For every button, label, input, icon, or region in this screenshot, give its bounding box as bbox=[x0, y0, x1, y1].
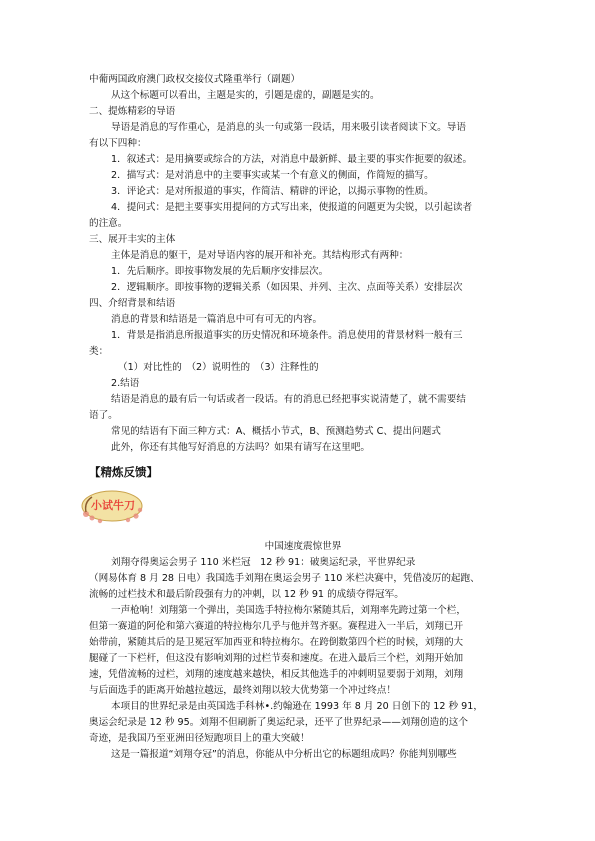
section-heading-lead: 二、提炼精彩的导语 bbox=[89, 106, 176, 117]
list-item-sequence: 1．先后顺序。即按事物发展的先后顺序安排层次。 bbox=[111, 266, 329, 277]
article-para-3-cont-1: 奥运会纪录是 12 秒 95。刘翔不但刷新了奥运纪录，还平了世界纪录——刘翔创造的这个 bbox=[89, 717, 468, 728]
article-para-2-cont-1: 但第一赛道的阿伦和第六赛道的特拉梅尔几乎与他并驾齐驱。赛程进入一半后，刘翔已开 bbox=[89, 621, 464, 632]
list-item-logic: 2．逻辑顺序。即按事物的逻辑关系（如因果、并列、主次、点面等关系）安排层次 bbox=[111, 282, 463, 293]
article-headline: 刘翔夺得奥运会男子 110 米栏冠 12 秒 91：破奥运纪录，平世界纪录 bbox=[111, 557, 416, 568]
article-para-2-cont-2: 始带前，紧随其后的是卫冕冠军加西亚和特拉梅尔。在跨倒数第四个栏的时候，刘翔的大 bbox=[89, 637, 464, 648]
article-para-1-cont: 流畅的过栏技术和最后阶段强有力的冲刺，以 12 秒 91 的成绩夺得冠军。 bbox=[89, 589, 404, 600]
background-types: （1）对比性的 （2）说明性的 （3）注释性的 bbox=[118, 362, 319, 373]
paragraph-lead-intro-cont: 有以下四种： bbox=[89, 138, 147, 149]
article-para-3-cont-2: 奇迹，是我国乃至亚洲田径短跑项目上的重大突破！ bbox=[89, 733, 310, 744]
list-item-commentary: 3．评论式：是对所报道的事实，作简洁、精辟的评论，以揭示事物的性质。 bbox=[111, 186, 434, 197]
list-item-background: 1．背景是指消息所报道事实的历史情况和环境条件。消息使用的背景材料一般有三 bbox=[111, 330, 463, 341]
paragraph-prompt: 此外，你还有其他写好消息的方法吗？如果有请写在这里吧。 bbox=[111, 442, 371, 453]
practice-badge-icon bbox=[80, 484, 144, 524]
section-heading-body: 三、展开丰实的主体 bbox=[89, 234, 176, 245]
paragraph-body-intro: 主体是消息的躯干，是对导语内容的展开和补充。其结构形式有两种： bbox=[111, 250, 409, 261]
feedback-heading: 【精炼反馈】 bbox=[89, 465, 158, 479]
subheading-ending: 2.结语 bbox=[111, 378, 140, 389]
subtitle-example: 中葡两国政府澳门政权交接仪式隆重举行（副题） bbox=[89, 74, 301, 85]
list-item-question-cont: 的注意。 bbox=[89, 218, 128, 229]
paragraph-lead-intro: 导语是消息的写作重心，是消息的头一句或第一段话，用来吸引读者阅读下文。导语 bbox=[111, 122, 466, 133]
paragraph-title-analysis: 从这个标题可以看出，主题是实的，引题是虚的，副题是实的。 bbox=[111, 90, 380, 101]
list-item-background-cont: 类： bbox=[89, 346, 109, 357]
article-para-1: （网易体育 8 月 28 日电）我国选手刘翔在奥运会男子 110 米栏决赛中，凭借凌厉的起跑、 bbox=[89, 573, 480, 584]
list-item-narrative: 1．叙述式：是用摘要或综合的方法，对消息中最新鲜、最主要的事实作扼要的叙述。 bbox=[111, 154, 473, 165]
paragraph-ending-cont: 语了。 bbox=[89, 410, 118, 421]
article-para-2-cont-3: 腿碰了一下栏杆，但这没有影响刘翔的过栏节奏和速度。在进入最后三个栏，刘翔开始加 bbox=[89, 653, 464, 664]
list-item-descriptive: 2．描写式：是对消息中的主要事实或某一个有意义的侧面，作简短的描写。 bbox=[111, 170, 434, 181]
article-para-2: 一声枪响！刘翔第一个弹出，美国选手特拉梅尔紧随其后，刘翔率先跨过第一个栏， bbox=[111, 605, 466, 616]
article-para-2-cont-4: 速，凭借流畅的过栏，刘翔的速度越来越快，相反其他选手的冲刺明显要弱于刘翔，刘翔 bbox=[89, 669, 464, 680]
question-prompt: 这是一篇报道“刘翔夺冠”的消息，你能从中分析出它的标题组成吗？你能判别哪些 bbox=[111, 749, 457, 760]
paragraph-background-intro: 消息的背景和结语是一篇消息中可有可无的内容。 bbox=[111, 314, 323, 325]
paragraph-ending: 结语是消息的最有后一句话或者一段话。有的消息已经把事实说清楚了，就不需要结 bbox=[111, 394, 466, 405]
badge-label: 小试牛刀 bbox=[91, 499, 135, 512]
list-item-question: 4．提问式：是把主要事实用提问的方式写出来，使报道的问题更为尖锐，以引起读者 bbox=[111, 202, 473, 213]
article-para-3: 本项目的世界纪录是由英国选手科林•.约翰逊在 1993 年 8 月 20 日创下的 12 秒 91， bbox=[111, 701, 483, 712]
article-title: 中国速度震惊世界 bbox=[264, 541, 342, 552]
article-para-2-cont-5: 与后面选手的距离开始越拉越远，最终刘翔以较大优势第一个冲过终点！ bbox=[89, 685, 396, 696]
paragraph-ending-types: 常见的结语有下面三种方式：A、概括小节式，B、预测趋势式 C、提出问题式 bbox=[111, 426, 441, 437]
section-heading-background: 四、介绍背景和结语 bbox=[89, 298, 176, 309]
